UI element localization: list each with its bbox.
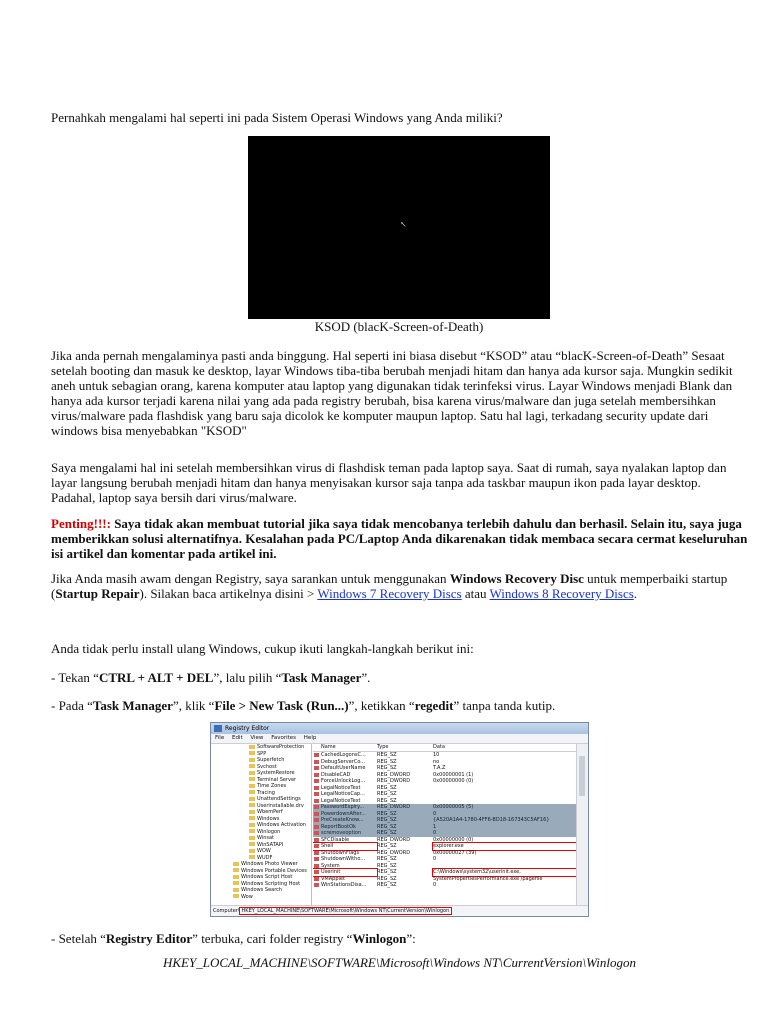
text-fragment: ”, klik “ bbox=[172, 698, 215, 713]
menu-favorites[interactable]: Favorites bbox=[271, 735, 297, 741]
registry-tree-item-label: SoftwareProtection bbox=[257, 744, 305, 750]
column-type[interactable]: Type bbox=[377, 744, 389, 750]
registry-tree-item-label: SystemRestore bbox=[257, 770, 295, 776]
registry-value-icon bbox=[314, 812, 319, 816]
registry-tree-item-label: Tracing bbox=[257, 789, 275, 796]
value-data-cell: T.A.Z bbox=[433, 765, 446, 771]
folder-icon bbox=[233, 875, 239, 879]
value-name-text: PowerdownAfter... bbox=[321, 810, 366, 817]
registry-tree-item-label: Windows Activation bbox=[257, 822, 306, 828]
value-type-cell: REG_SZ bbox=[377, 797, 397, 804]
bold-winlogon: Winlogon bbox=[352, 931, 407, 946]
value-data-cell: no bbox=[433, 758, 440, 765]
text-fragment: ” tanpa tanda kutip. bbox=[453, 698, 556, 713]
value-type-cell: REG_SZ bbox=[377, 817, 397, 823]
paragraph-experience: Saya mengalami hal ini setelah membersihkan virus di flashdisk teman pada laptop saya. Saat di rumah, saya nyalakan laptop dan layar langsung berubah menjadi hitam dan hanya menyisakan kursor saja tanpa ada taskbar maupun ikon pada layar desktop. Padahal, laptop saya bersih dari virus/malware. bbox=[51, 460, 727, 505]
menu-help[interactable]: Help bbox=[303, 735, 317, 741]
value-name-text: Userinit bbox=[321, 869, 341, 875]
registry-value-icon bbox=[314, 870, 319, 874]
value-data-cell: 0 bbox=[433, 882, 437, 888]
folder-icon bbox=[249, 758, 255, 762]
bold-ctrl-alt-del: CTRL + ALT + DEL bbox=[98, 670, 214, 685]
folder-icon bbox=[249, 745, 255, 749]
registry-values-rows bbox=[313, 752, 576, 889]
value-name-text: Shell bbox=[321, 843, 334, 849]
warning-text: Saya tidak akan membuat tutorial jika saya tidak mencobanya terlebih dahulu dan berhasil. Selain itu, saya juga memberikkan solusi alternatifnya. Kesalahan pada PC/Laptop Anda dikarenakan tidak membaca secara cermat keseluruhan isi artikel dan komentar pada artikel ini. bbox=[51, 516, 748, 561]
folder-icon bbox=[249, 803, 255, 807]
bold-new-task-run: File > New Task (Run...) bbox=[214, 698, 349, 713]
bold-registry-editor: Registry Editor bbox=[105, 931, 193, 946]
text-fragment: - Pada “ bbox=[51, 698, 93, 713]
folder-icon bbox=[249, 823, 255, 827]
registry-value-row[interactable] bbox=[313, 882, 576, 889]
registry-tree-item-label: Svchost bbox=[257, 763, 277, 770]
text-fragment: ”, ketikkan “ bbox=[348, 698, 415, 713]
paragraph-recovery-disc bbox=[51, 571, 748, 601]
registry-values-list bbox=[313, 744, 576, 906]
folder-icon bbox=[249, 784, 255, 788]
value-type-cell: REG_DWORD bbox=[377, 836, 411, 843]
folder-icon bbox=[249, 797, 255, 801]
value-name-text: LegalNoticeText bbox=[321, 797, 361, 804]
folder-icon bbox=[249, 829, 255, 833]
folder-icon bbox=[233, 868, 239, 872]
folder-icon bbox=[249, 790, 255, 794]
menu-edit[interactable]: Edit bbox=[231, 735, 243, 741]
link-windows-8-recovery-discs[interactable]: Windows 8 Recovery Discs bbox=[489, 586, 634, 601]
registry-value-icon bbox=[314, 851, 319, 855]
registry-tree-item-label: Terminal Server bbox=[257, 776, 297, 783]
value-data-cell: 0 bbox=[433, 810, 437, 817]
text-fragment: ). Silakan baca artikelnya disini > bbox=[139, 586, 318, 601]
registry-value-icon bbox=[314, 877, 319, 881]
value-type-cell: REG_SZ bbox=[377, 862, 397, 869]
value-name-text: DebugServerCo... bbox=[321, 758, 366, 765]
registry-value-icon bbox=[314, 864, 319, 868]
registry-key-tree bbox=[211, 744, 312, 906]
registry-value-icon bbox=[314, 779, 319, 783]
paragraph-steps-intro: Anda tidak perlu install ulang Windows, cukup ikuti langkah-langkah berikut ini: bbox=[51, 641, 474, 656]
value-type-cell: REG_SZ bbox=[377, 758, 397, 765]
value-name-text: ForceUnlockLog... bbox=[321, 778, 366, 784]
winlogon-registry-path: HKEY_LOCAL_MACHINE\SOFTWARE\Microsoft\Windows NT\CurrentVersion\Winlogon bbox=[162, 955, 637, 970]
value-data-cell: SystemPropertiesPerformance.exe /pagefile bbox=[433, 875, 543, 882]
registry-value-icon bbox=[314, 766, 319, 770]
text-fragment: ”. bbox=[361, 670, 371, 685]
registry-value-icon bbox=[314, 760, 319, 764]
registry-editor-menubar bbox=[211, 734, 588, 744]
text-fragment: ”, lalu pilih “ bbox=[213, 670, 282, 685]
ksod-screenshot bbox=[248, 136, 550, 319]
registry-value-icon bbox=[314, 857, 319, 861]
bold-task-manager: Task Manager bbox=[92, 698, 173, 713]
registry-tree-item-label: Winsat bbox=[257, 835, 275, 841]
bold-startup-repair: Startup Repair bbox=[55, 586, 140, 601]
menu-view[interactable]: View bbox=[250, 735, 264, 741]
link-windows-7-recovery-discs[interactable]: Windows 7 Recovery Discs bbox=[317, 586, 462, 601]
value-name-text: CachedLogonsC... bbox=[321, 752, 366, 758]
value-name-text: ShutdownWitho... bbox=[321, 856, 366, 862]
value-name-text: SFCDisable bbox=[321, 836, 350, 843]
registry-tree-item[interactable] bbox=[211, 894, 311, 901]
folder-icon bbox=[233, 888, 239, 892]
folder-icon bbox=[249, 751, 255, 755]
value-name-text: scremoveoption bbox=[321, 830, 362, 836]
folder-icon bbox=[233, 894, 239, 898]
bold-task-manager: Task Manager bbox=[281, 670, 362, 685]
value-data-cell: 0x00000005 (5) bbox=[433, 804, 474, 810]
value-type-cell: REG_SZ bbox=[377, 843, 397, 849]
value-type-cell: REG_DWORD bbox=[377, 771, 411, 778]
registry-tree-item-label: Superfetch bbox=[257, 757, 285, 763]
registry-tree-item-label: Windows Search bbox=[241, 887, 283, 893]
registry-editor-screenshot bbox=[210, 722, 589, 917]
value-type-cell: REG_SZ bbox=[377, 823, 397, 830]
value-data-cell: C:\Windows\system32\userinit.exe, bbox=[433, 869, 576, 876]
folder-icon bbox=[249, 836, 255, 840]
registry-value-icon bbox=[314, 753, 319, 757]
registry-tree-item-label: WbemPerf bbox=[257, 809, 283, 815]
folder-icon bbox=[249, 842, 255, 846]
registry-editor-title: Registry Editor bbox=[225, 725, 270, 732]
value-data-cell: {A520A1A4-1780-4FF6-BD18-167343C5AF16} bbox=[433, 817, 550, 823]
column-data[interactable]: Data bbox=[433, 744, 445, 750]
value-name-text: WinStationsDisa... bbox=[321, 882, 367, 888]
step-find-winlogon bbox=[51, 931, 748, 946]
value-name-text: PasswordExpiry... bbox=[321, 804, 365, 810]
registry-value-icon bbox=[314, 799, 319, 803]
registry-value-icon bbox=[314, 773, 319, 777]
registry-tree-item-label: WinSATAPI bbox=[257, 841, 284, 848]
registry-values-header bbox=[313, 744, 576, 752]
value-type-cell: REG_SZ bbox=[377, 784, 397, 791]
status-computer-label: Computer\ bbox=[213, 908, 240, 914]
value-type-cell: REG_DWORD bbox=[377, 849, 411, 856]
registry-tree-item-label: Windows Script Host bbox=[241, 874, 293, 880]
registry-value-icon bbox=[314, 818, 319, 822]
registry-tree-item-label: UnattendSettings bbox=[257, 796, 301, 802]
text-fragment: - Setelah “ bbox=[51, 931, 106, 946]
registry-tree-item-label: WUDF bbox=[257, 854, 273, 861]
value-data-cell: 0x00000000 (0) bbox=[433, 778, 474, 784]
folder-icon bbox=[233, 862, 239, 866]
value-name-text: LegalNoticeText bbox=[321, 784, 361, 791]
text-fragment: . bbox=[633, 586, 638, 601]
warning-paragraph bbox=[51, 516, 748, 561]
value-type-cell: REG_DWORD bbox=[377, 778, 411, 784]
registry-value-icon bbox=[314, 844, 319, 848]
registry-value-icon bbox=[314, 792, 319, 796]
registry-tree-item-label: Windows Portable Devices bbox=[241, 867, 307, 874]
value-name-text: PreCreateKnow... bbox=[321, 817, 364, 823]
menu-file[interactable]: File bbox=[215, 735, 225, 741]
value-data-cell: explorer.exe bbox=[433, 843, 576, 850]
value-name-text: System bbox=[321, 862, 340, 869]
folder-icon bbox=[249, 855, 255, 859]
intro-paragraph: Pernahkah mengalami hal seperti ini pada Sistem Operasi Windows yang Anda miliki? bbox=[51, 110, 503, 125]
warning-label: Penting!!!: bbox=[51, 516, 111, 531]
registry-value-icon bbox=[314, 805, 319, 809]
step-run-regedit bbox=[51, 698, 748, 713]
value-type-cell: REG_SZ bbox=[377, 791, 397, 797]
folder-icon bbox=[249, 849, 255, 853]
value-type-cell: REG_DWORD bbox=[377, 804, 411, 810]
value-type-cell: REG_SZ bbox=[377, 882, 397, 888]
value-name-text: DefaultUserName bbox=[321, 765, 366, 771]
registry-tree-item-label: Windows Photo Viewer bbox=[241, 861, 298, 867]
value-name-text: VMApplet bbox=[321, 875, 345, 882]
registry-values-scrollbar[interactable] bbox=[576, 744, 588, 906]
text-fragment: ”: bbox=[406, 931, 416, 946]
value-data-cell: 10 bbox=[433, 752, 440, 758]
value-data-cell: 0x00000027 (39) bbox=[433, 849, 477, 856]
folder-icon bbox=[249, 816, 255, 820]
registry-value-icon bbox=[314, 883, 319, 887]
folder-icon bbox=[249, 777, 255, 781]
folder-icon bbox=[249, 771, 255, 775]
value-name-text: ReportBootOk bbox=[321, 823, 356, 830]
registry-tree-item-label: SPP bbox=[257, 750, 267, 757]
paragraph-ksod-explanation: Jika anda pernah mengalaminya pasti anda binggung. Hal seperti ini biasa disebut “KSOD” atau “blacK-Screen-of-Death” Sesaat setelah booting dan masuk ke desktop, layar Windows tiba-tiba berubah menjadi hitam dan hanya ada kursor saja. Mungkin sedikit aneh untuk sebagian orang, karena komputer atau laptop yang digunakan tidak terinfeksi virus. Layar Windows menjadi Blank dan hanya ada kursor terjadi karena nilai yang ada pada registry berubah, bisa karena virus/malware dan juga setelah membersihkan virus/malware pada flashdisk yang baru saja dicolok ke komputer maupun laptop. Satu hal lagi, terkadang security update dari windows bisa menyebabkan "KSOD" bbox=[51, 348, 733, 438]
value-data-cell: 0 bbox=[433, 856, 437, 862]
text-fragment: - Tekan “ bbox=[51, 670, 99, 685]
value-type-cell: REG_SZ bbox=[377, 810, 397, 817]
figure-caption: KSOD (blacK-Screen-of-Death) bbox=[314, 319, 484, 334]
registry-tree-item-label: Winlogon bbox=[257, 828, 281, 835]
value-type-cell: REG_SZ bbox=[377, 869, 397, 875]
registry-editor-statusbar bbox=[211, 905, 588, 916]
registry-editor-app-icon bbox=[214, 725, 222, 732]
column-name[interactable]: Name bbox=[321, 744, 336, 750]
step-ctrl-alt-del bbox=[51, 670, 748, 685]
value-name-text: LegalNoticeCap... bbox=[321, 791, 365, 797]
registry-value-icon bbox=[314, 786, 319, 790]
scrollbar-thumb[interactable] bbox=[579, 756, 585, 796]
value-data-cell: 0x00000001 (1) bbox=[433, 771, 474, 778]
text-fragment: Jika Anda masih awam dengan Registry, saya sarankan untuk menggunakan bbox=[51, 571, 450, 586]
registry-value-icon bbox=[314, 831, 319, 835]
folder-icon bbox=[249, 810, 255, 814]
value-data-cell: 0 bbox=[433, 830, 437, 836]
registry-editor-body bbox=[211, 744, 588, 906]
text-fragment: atau bbox=[461, 586, 490, 601]
value-type-cell: REG_SZ bbox=[377, 830, 397, 836]
value-type-cell: REG_SZ bbox=[377, 856, 397, 862]
registry-tree-item-label: Wow bbox=[241, 893, 253, 900]
value-type-cell: REG_SZ bbox=[377, 765, 397, 771]
text-fragment: ” terbuka, cari folder registry “ bbox=[192, 931, 353, 946]
status-key-path: HKEY_LOCAL_MACHINE\SOFTWARE\Microsoft\Windows NT\CurrentVersion\Winlogon bbox=[241, 908, 450, 914]
value-name-text: ShutdownFlags bbox=[321, 849, 360, 856]
registry-tree-item-label: WOW bbox=[257, 848, 271, 854]
registry-tree-item-label: Windows Scripting Host bbox=[241, 880, 301, 887]
registry-tree-item-label: Windows bbox=[257, 815, 280, 822]
registry-value-icon bbox=[314, 838, 319, 842]
text-fragment: untuk memperbaiki startup ( bbox=[51, 571, 728, 601]
mouse-cursor-icon: ↖ bbox=[400, 220, 407, 229]
value-type-cell: REG_SZ bbox=[377, 875, 397, 882]
value-name-text: DisableCAD bbox=[321, 771, 351, 778]
bold-windows-recovery-disc: Windows Recovery Disc bbox=[449, 571, 584, 586]
folder-icon bbox=[233, 881, 239, 885]
bold-regedit: regedit bbox=[414, 698, 454, 713]
value-data-cell: 1 bbox=[433, 823, 437, 830]
value-type-cell: REG_SZ bbox=[377, 752, 397, 758]
value-data-cell: 0x00000000 (0) bbox=[433, 836, 474, 843]
registry-tree-item-label: Time Zones bbox=[257, 783, 287, 789]
registry-editor-titlebar bbox=[211, 723, 588, 734]
registry-tree-item-label: Userinstallable.drv bbox=[257, 802, 304, 809]
value-name-cell bbox=[313, 882, 377, 889]
registry-value-icon bbox=[314, 825, 319, 829]
folder-icon bbox=[249, 764, 255, 768]
